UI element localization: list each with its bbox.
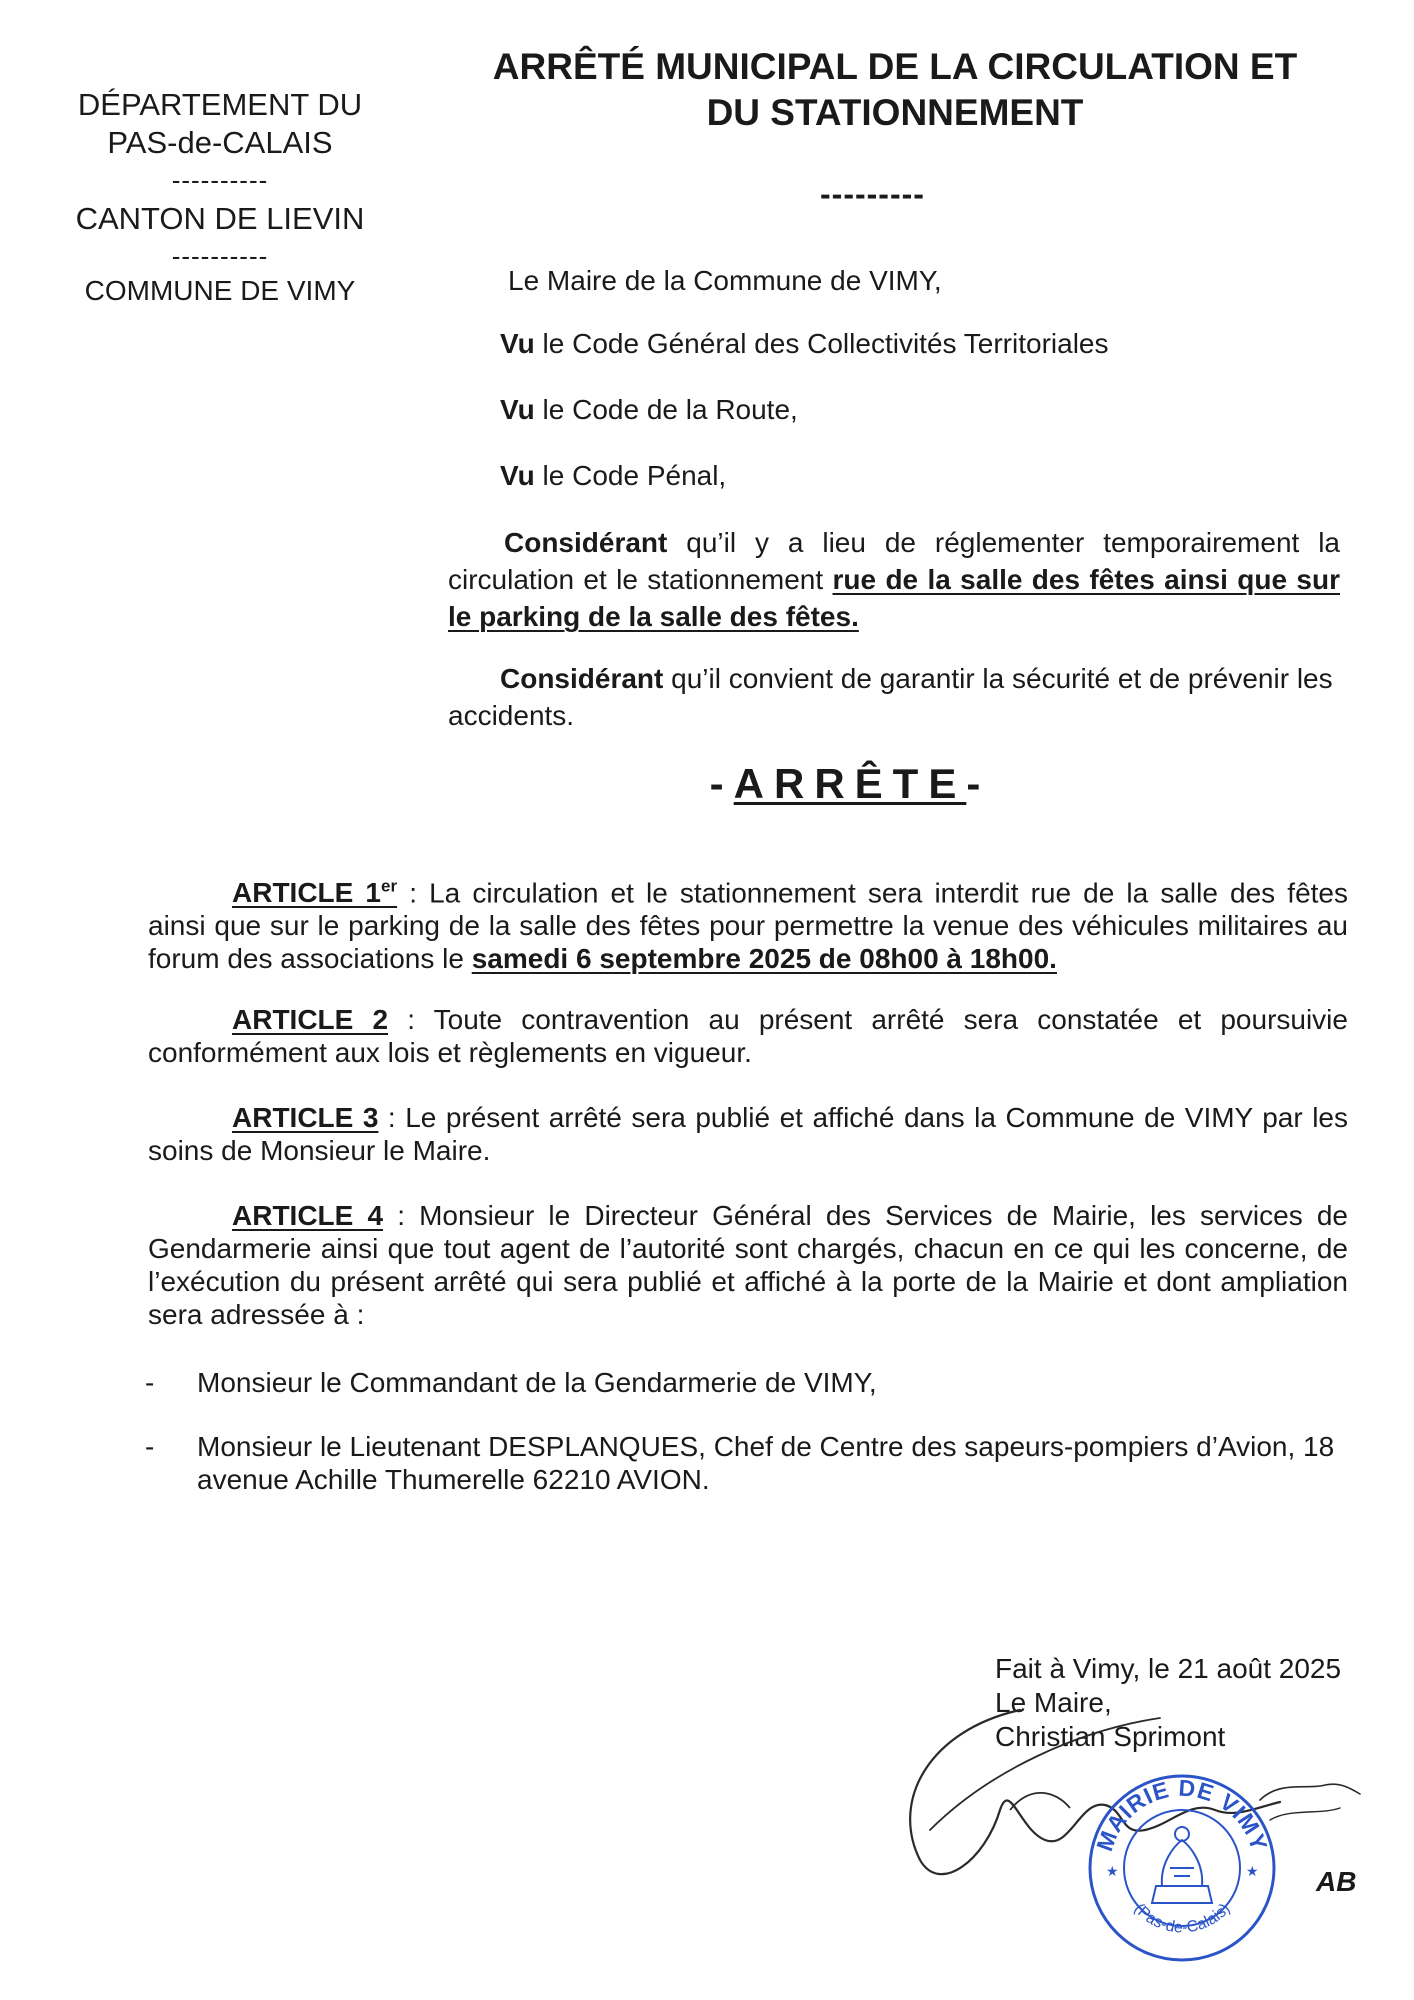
svg-text:MAIRIE DE VIMY (1091, 1775, 1273, 1855)
vu-text: le Code Général des Collectivités Territoriales (542, 328, 1109, 359)
article-text: : Toute contravention au présent arrêté sera constatée et poursuivie conformément aux lois et règlements en vigueur. (148, 1004, 1348, 1068)
article-4 (148, 1199, 1348, 1331)
article-date: samedi 6 septembre 2025 de 08h00 à 18h00. (471, 943, 1057, 975)
title-line-2: DU STATIONNEMENT (706, 92, 1084, 133)
stamp-emblem (1152, 1827, 1212, 1903)
considerant-text: qu’il y a lieu de réglementer temporairement la circulation et le stationnement (448, 527, 1340, 595)
article-text: : Monsieur le Directeur Général des Services de Mairie, les services de Gendarmerie ainsi que tout agent de l’autorité sont chargés, chacun en ce qui les concerne, de l’exécution du présent arrêté qui sera publié et affiché à la porte de la Mairie et dont ampliation sera adressée à : (148, 1200, 1348, 1330)
vu-keyword: Vu (500, 394, 535, 425)
svg-text:(Pas-de-Calais) (1130, 1901, 1233, 1937)
signatory-name: Christian Sprimont (995, 1721, 1226, 1752)
article-label: ARTICLE 4 (232, 1200, 384, 1231)
canton-name: CANTON DE LIEVIN (75, 201, 365, 236)
department-name: DÉPARTEMENT DU (77, 87, 363, 122)
stamp-top-text: MAIRIE DE VIMY (1091, 1774, 1273, 1855)
star-icon: ★ (1106, 1863, 1119, 1879)
article-1 (148, 870, 1348, 975)
star-icon: ★ (1246, 1863, 1259, 1879)
article-3 (148, 1101, 1348, 1167)
place-date: Fait à Vimy, le 21 août 2025 (995, 1653, 1342, 1684)
arrete-word: ARRÊTE (733, 760, 967, 807)
considerant-keyword: Considérant (504, 527, 668, 558)
arrete-heading (440, 760, 1260, 808)
article-label: ARTICLE 1er (232, 877, 398, 909)
commune-name: COMMUNE DE VIMY (84, 275, 356, 306)
article-label: ARTICLE 2 (232, 1004, 389, 1035)
initials: AB (1316, 1866, 1357, 1897)
vu-clause-1 (500, 325, 1109, 362)
article-text: : Le présent arrêté sera publié et affiché dans la Commune de VIMY par les soins de Monsieur le Maire. (148, 1102, 1348, 1166)
considerant-clause-1 (448, 524, 1340, 635)
recipient-text: Monsieur le Lieutenant DESPLANQUES, Chef de Centre des sapeurs-pompiers d’Avion, 18 avenue Achille Thumerelle 62210 AVION. (197, 1431, 1335, 1495)
considerant-location: rue de la salle des fêtes ainsi que sur le parking de la salle des fêtes. (448, 564, 1340, 632)
vu-keyword: Vu (500, 328, 535, 359)
vu-clause-3 (500, 457, 726, 494)
department-region: PAS-de-CALAIS (107, 125, 333, 160)
vu-text: le Code Pénal, (542, 460, 727, 491)
arrete-dash: - (709, 760, 734, 807)
considerant-keyword: Considérant (500, 663, 664, 694)
list-dash: - (145, 1367, 155, 1398)
article-text: : La circulation et le stationnement sera interdit rue de la salle des fêtes ainsi que sur le parking de la salle des fêtes pour permettre la venue des véhicules militaires au forum des associations le (148, 877, 1348, 975)
title-separator: --------- (820, 176, 925, 212)
list-dash: - (145, 1431, 155, 1462)
considerant-clause-2 (448, 660, 1340, 734)
article-label: ARTICLE 3 (232, 1102, 379, 1133)
title-line-1: ARRÊTÉ MUNICIPAL DE LA CIRCULATION ET (492, 46, 1298, 87)
administrative-header (40, 86, 400, 310)
considerant-text: qu’il convient de garantir la sécurité et de prévenir les accidents. (448, 663, 1333, 731)
stamp-bottom-text: (Pas-de-Calais) (1130, 1900, 1234, 1937)
signatory-role: Le Maire, (995, 1687, 1112, 1718)
header-separator: ---------- (171, 165, 269, 195)
document-title (440, 44, 1350, 136)
header-separator: ---------- (171, 241, 269, 271)
arrete-dash: - (966, 760, 991, 807)
recipient-text: Monsieur le Commandant de la Gendarmerie de VIMY, (197, 1367, 877, 1398)
vu-text: le Code de la Route, (542, 394, 798, 425)
official-stamp (1082, 1768, 1282, 1968)
vu-clause-2 (500, 391, 798, 428)
article-2 (148, 1003, 1348, 1069)
vu-keyword: Vu (500, 460, 535, 491)
mayor-intro: Le Maire de la Commune de VIMY, (508, 265, 942, 296)
